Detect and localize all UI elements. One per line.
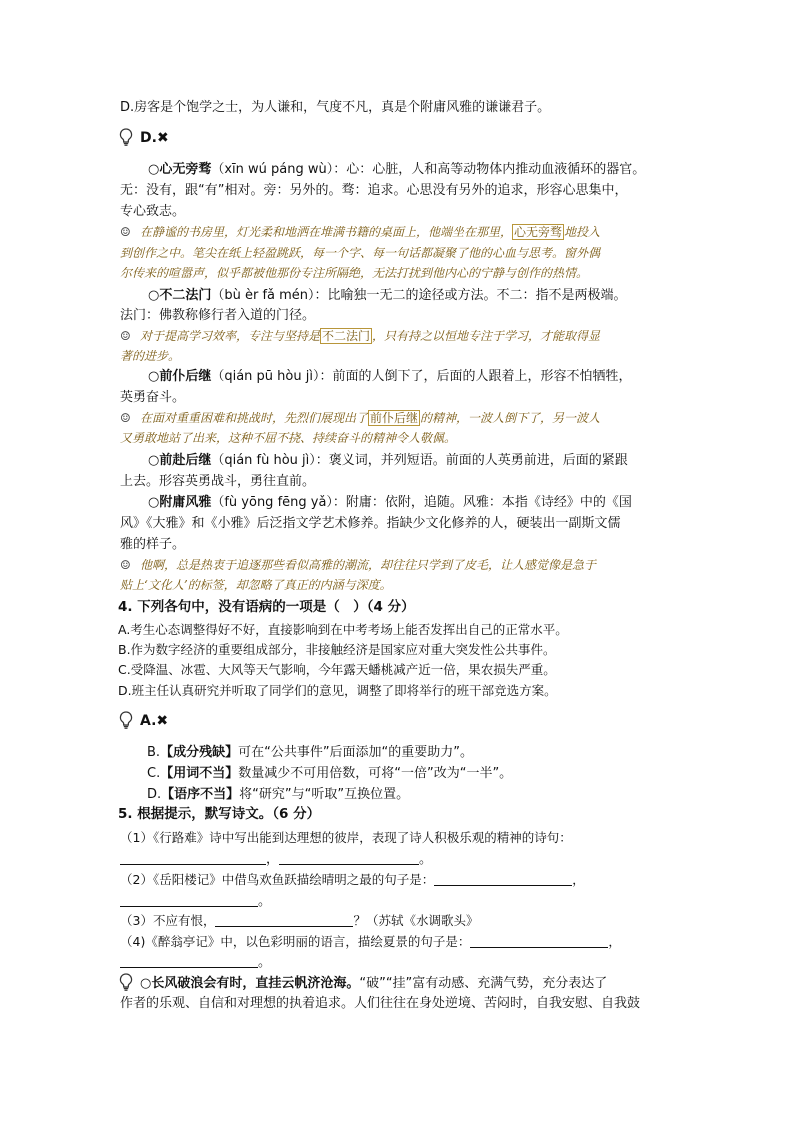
idiom-1-example2: 到创作之中。笔尖在纸上轻盈跳跃，每一个字、每一句话都凝聚了他的心血与思考。窗外偶 (120, 246, 601, 260)
idiom-5-line1 (148, 493, 632, 512)
answer-blank[interactable] (279, 851, 419, 865)
q5-item1-blanks (120, 850, 432, 869)
q5-item4-text: （4)《醉翁亭记》中，以色彩明丽的语言，描绘夏景的句子是： (120, 934, 471, 949)
smiley-icon: ☺ (120, 558, 131, 572)
smiley-icon: ☺ (120, 329, 131, 343)
q3-option-d: D.房客是个饱学之士，为人谦和，气度不凡，真是个附庸风雅的谦谦君子。 (120, 100, 551, 115)
q5-item1: （1）《行路难》诗中写出能到达理想的彼岸，表现了诗人积极乐观的精神的诗句： (120, 830, 572, 845)
example-text: 在静谧的书房里，灯光柔和地洒在堆满书籍的桌面上，他端坐在那里， (140, 225, 513, 239)
idiom-1-def2: 无：没有，跟“有”相对。旁：另外的。骛：追求。心思没有另外的追求，形容心思集中， (120, 183, 628, 198)
comma: ， (572, 872, 585, 887)
idiom-5-example1 (120, 556, 596, 574)
analysis-prefix: B. (147, 745, 161, 760)
idiom-1-title: ○心无旁骛 (148, 162, 212, 177)
idiom-5-title: ○附庸风雅 (148, 495, 212, 510)
q5-item3-post: ？（苏轼《水调歌头》 (353, 913, 479, 928)
idiom-1-example3: 尔传来的喧嚣声，似乎都被他那份专注所隔绝，无法打扰到他内心的宁静与创作的热情。 (120, 266, 589, 280)
q3-answer (118, 128, 169, 148)
highlight-box: 不二法门 (322, 329, 371, 343)
lightbulb-icon (118, 711, 134, 729)
example-text: 对于提高学习效率，专注与坚持是 (140, 329, 321, 343)
q5-item2-blank2 (120, 892, 271, 911)
answer-blank[interactable] (120, 893, 258, 907)
comma: ， (266, 852, 280, 867)
idiom-2-title: ○不二法门 (148, 288, 212, 303)
lightbulb-icon (118, 973, 134, 991)
q5-item2 (120, 870, 585, 889)
q4-option-d: D.班主任认真研究并听取了同学们的意见，调整了即将举行的班干部竞选方案。 (118, 683, 557, 698)
idiom-1-def3: 专心致志。 (120, 204, 186, 219)
analysis-tag: 【成分残缺】 (160, 745, 239, 760)
answer-blank[interactable] (215, 913, 353, 927)
idiom-3-example2: 又勇敢地站了出来，这种不屈不挠、持续奋斗的精神令人敬佩。 (120, 431, 457, 445)
answer-blank[interactable] (120, 851, 266, 865)
analysis-text: 将“研究”与“听取”互换位置。 (239, 787, 410, 802)
smiley-icon: ☺ (120, 411, 131, 425)
period: 。 (258, 894, 272, 909)
comma: ， (608, 934, 621, 949)
smiley-icon: ☺ (120, 225, 131, 239)
analysis-text: 可在“公共事件”后面添加“的重要助力”。 (238, 745, 474, 760)
period: 。 (419, 852, 433, 867)
example-text: 地投入 (564, 225, 601, 239)
q4-analysis-c (147, 764, 512, 783)
q4-title: 4. 下列各句中，没有语病的一项是（ ）（4 分） (118, 599, 415, 615)
q5-item3 (120, 911, 478, 930)
idiom-2-example1 (120, 327, 600, 345)
idiom-1-pinyin: （xīn wú páng wù） (211, 162, 334, 177)
idiom-4-def2: 上去。形容英勇战斗，勇往直前。 (120, 474, 316, 489)
q5-answer-bold: ○长风破浪会有时，直挂云帆济沧海。 (140, 976, 360, 991)
idiom-5-def3: 雅的样子。 (120, 537, 186, 552)
idiom-4-def1: ：褒义词，并列短语。前面的人英勇前进，后面的紧跟 (315, 453, 628, 468)
q4-option-a: A.考生心态调整得好不好，直接影响到在中考考场上能否发挥出自己的正常水平。 (118, 622, 568, 637)
idiom-1-example1 (120, 223, 600, 241)
idiom-3-line1 (148, 367, 631, 386)
q5-item2-text: （2）《岳阳楼记》中借鸟欢鱼跃描绘晴明之最的句子是： (120, 872, 435, 887)
example-text: 在面对重重困难和挑战时，先烈们展现出了 (140, 411, 369, 425)
idiom-3-example1 (120, 409, 600, 427)
analysis-prefix: C. (147, 766, 161, 781)
idiom-4-line1 (148, 451, 628, 470)
q5-answer-line1 (118, 973, 607, 993)
idiom-3-title: ○前仆后继 (148, 369, 212, 384)
idiom-2-def2: 法门：佛教称修行者入道的门径。 (120, 308, 316, 323)
idiom-5-def1: ：附庸：依附，追随。风雅：本指《诗经》中的《国 (332, 495, 632, 510)
idiom-1-line1 (148, 160, 645, 179)
q4-analysis-b (147, 743, 473, 762)
answer-blank[interactable] (470, 934, 608, 948)
idiom-5-def2: 风》《大雅》和《小雅》后泛指文学艺术修养。指缺少文化修养的人，硬装出一副斯文儒 (120, 516, 621, 531)
idiom-1-def1: ：心：心脏，人和高等动物体内推动血液循环的器官。 (333, 162, 646, 177)
example-text: 的精神，一波人倒下了，另一波人 (420, 411, 601, 425)
q5-item4 (120, 932, 621, 951)
q5-answer-rest: “破”“挂”富有动感、充满气势，充分表达了 (359, 976, 608, 991)
idiom-5-example2: 贴上‘文化人’的标签，却忽略了真正的内涵与深度。 (120, 578, 392, 592)
q4-option-c: C.受降温、冰雹、大风等天气影响，今年露天蟠桃减产近一倍，果农损失严重。 (118, 662, 556, 677)
idiom-3-def1: ：前面的人倒下了，后面的人跟着上，形容不怕牺牲， (319, 369, 632, 384)
q5-item3-pre: （3）不应有恨， (120, 913, 216, 928)
q4-analysis-d (147, 785, 409, 804)
example-text: 他啊，总是热衷于追逐那些看似高雅的潮流，却往往只学到了皮毛，让人感觉像是急于 (140, 558, 597, 572)
q4-answer-text: A.✖ (140, 713, 169, 729)
answer-blank[interactable] (434, 872, 572, 886)
idiom-2-example2: 著的进步。 (120, 349, 181, 363)
answer-blank[interactable] (120, 954, 258, 968)
q4-option-b: B.作为数字经济的重要组成部分，非接触经济是国家应对重大突发性公共事件。 (118, 642, 556, 657)
idiom-2-pinyin: （bù èr fǎ mén） (211, 288, 315, 303)
q5-title: 5. 根据提示，默写诗文。（6 分） (118, 806, 321, 822)
q3-answer-text: D.✖ (140, 130, 169, 146)
q5-item4-blank2 (120, 953, 271, 972)
idiom-4-pinyin: （qián fù hòu jì） (211, 453, 316, 468)
q5-answer-line2: 作者的乐观、自信和对理想的执着追求。人们往往在身处逆境、苦闷时，自我安慰、自我鼓 (120, 996, 641, 1011)
idiom-2-def1: ：比喻独一无二的途径或方法。不二：指不是两极端。 (314, 288, 627, 303)
idiom-5-pinyin: （fù yōng fēng yǎ） (211, 495, 333, 510)
idiom-3-def2: 英勇奋斗。 (120, 390, 186, 405)
highlight-box: 心无旁骛 (514, 225, 563, 239)
analysis-text: 数量减少不可用倍数，可将“一倍”改为“一半”。 (238, 766, 513, 781)
analysis-prefix: D. (147, 787, 162, 802)
analysis-tag: 【用词不当】 (160, 766, 239, 781)
example-text: ，只有持之以恒地专注于学习，才能取得显 (372, 329, 601, 343)
idiom-2-line1 (148, 286, 627, 305)
idiom-3-pinyin: （qián pū hòu jì） (211, 369, 320, 384)
lightbulb-icon (118, 128, 134, 146)
q4-answer (118, 711, 168, 731)
highlight-box: 前仆后继 (370, 411, 419, 425)
idiom-4-title: ○前赴后继 (148, 453, 212, 468)
analysis-tag: 【语序不当】 (161, 787, 240, 802)
period: 。 (258, 955, 272, 970)
